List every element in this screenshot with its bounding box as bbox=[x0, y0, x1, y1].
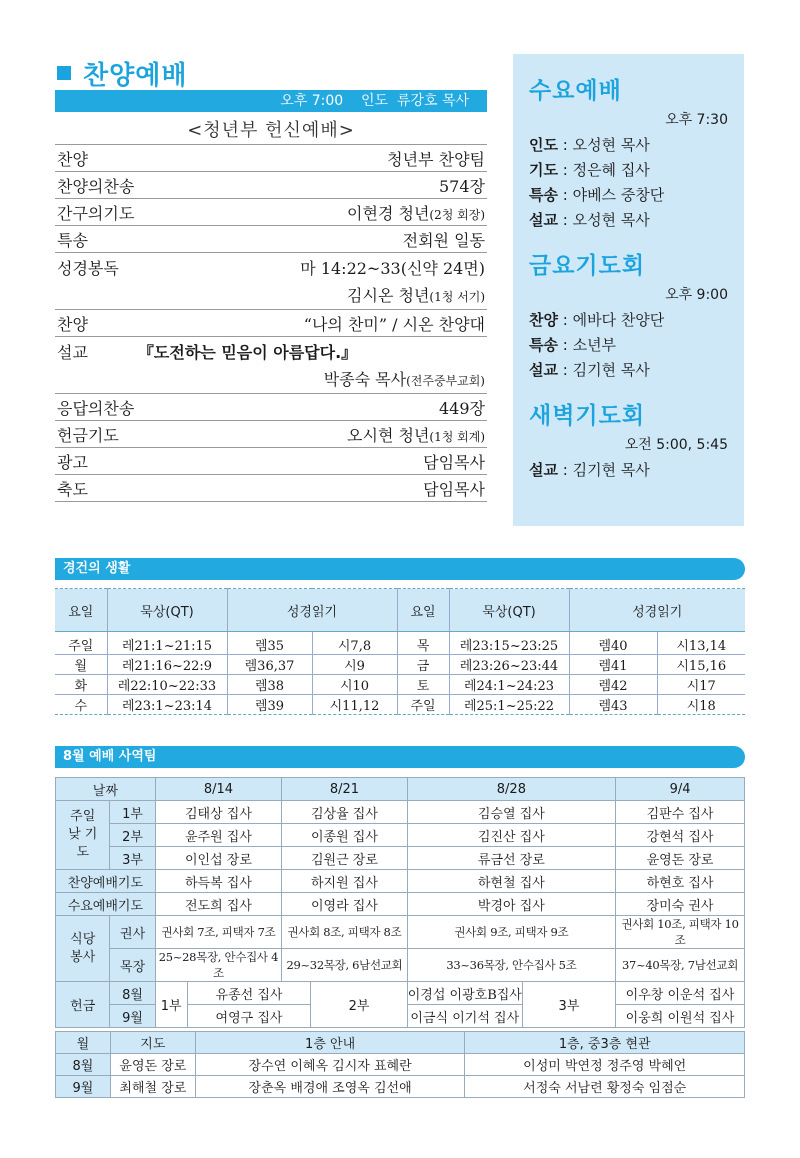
sermon-title: 『도전하는 믿음이 아름답다.』 bbox=[137, 343, 358, 362]
table-row: 3부 이인섭 장로 김원근 장로 류금선 장로 윤영돈 장로 bbox=[56, 847, 745, 870]
friday-title: 금요기도회 bbox=[529, 253, 646, 279]
order-row: 광고 담임목사 bbox=[55, 447, 487, 474]
worship-subtitle: <청년부 헌신예배> bbox=[187, 120, 355, 141]
table-row: 월 레21:16~22:9 렘36,37 시9 금 레23:26~23:44 렘41 시15,16 bbox=[55, 655, 745, 675]
square-bullet-icon bbox=[57, 66, 71, 80]
table-row: 찬양예배기도 하득복 집사 하지원 집사 하현철 집사 하현호 집사 bbox=[56, 870, 745, 893]
dawn-prayer: 새벽기도회 오전 5:00, 5:45 설교 : 김기현 목사 bbox=[513, 383, 744, 483]
order-row: 찬양 “나의 찬미” / 시온 찬양대 bbox=[55, 309, 487, 336]
friday-prayer: 금요기도회 오후 9:00 찬양 : 에바다 찬양단 특송 : 소년부 설교 : 김기현 목사 bbox=[513, 233, 744, 383]
guide-table: 월 지도 1층 안내 1층, 중3층 현관 8월 윤영돈 장로 장수연 이혜옥 김시자 표혜란 이성미 박연정 정주영 박혜언 9월 최해철 장로 장춘옥 배경애 조영옥 김선애 서정숙 서남련 황정숙 임점순 bbox=[55, 1031, 745, 1098]
order-row: 간구의기도 이현경 청년(2청 회장) bbox=[55, 198, 487, 225]
table-row: 2부 윤주원 집사 이종원 집사 김진산 집사 강현석 집사 bbox=[56, 824, 745, 847]
table-row: 수 레23:1~23:14 렘39 시11,12 주일 레25:1~25:22 렘43 시18 bbox=[55, 695, 745, 715]
evening-worship-section bbox=[55, 58, 487, 502]
table-row: 주일 레21:1~21:15 렘35 시7,8 목 레23:15~23:25 렘40 시13,14 bbox=[55, 632, 745, 655]
table-row: 목장 25~28목장, 안수집사 4조 29~32목장, 6남선교회 33~36목장, 안수집사 5조 37~40목장, 7남선교회 bbox=[56, 949, 745, 982]
table-row: 주일낮 기도 1부 김태상 집사 김상율 집사 김승열 집사 김판수 집사 bbox=[56, 801, 745, 824]
devotion-table bbox=[55, 588, 745, 715]
table-row: 화 레22:10~22:33 렘38 시10 토 레24:1~24:23 렘42 시17 bbox=[55, 675, 745, 695]
table-row: 8월 윤영돈 장로 장수연 이혜옥 김시자 표혜란 이성미 박연정 정주영 박혜언 bbox=[56, 1054, 745, 1076]
order-row: 헌금기도 오시현 청년(1청 회계) bbox=[55, 420, 487, 447]
table-row: 9월 최해철 장로 장춘옥 배경애 조영옥 김선애 서정숙 서남련 황정숙 임점순 bbox=[56, 1076, 745, 1098]
wednesday-service: 수요예배 오후 7:30 인도 : 오성현 목사 기도 : 정은혜 집사 특송 : 야베스 중창단 설교 : 오성현 목사 bbox=[513, 54, 744, 233]
dawn-time: 오전 5:00, 5:45 bbox=[624, 437, 728, 453]
friday-time: 오후 9:00 bbox=[665, 287, 728, 303]
worship-time-bar: 오후 7:00 인도 류강호 목사 bbox=[55, 90, 487, 112]
order-row: 응답의찬송 449장 bbox=[55, 393, 487, 420]
table-row: 식당 봉사 권사 권사회 7조, 피택자 7조 권사회 8조, 피택자 8조 권사회 9조, 피택자 9조 권사회 10조, 피택자 10조 bbox=[56, 916, 745, 949]
table-row: 수요예배기도 전도희 집사 이영라 집사 박경아 집사 장미숙 권사 bbox=[56, 893, 745, 916]
order-row: 축도 담임목사 bbox=[55, 474, 487, 502]
order-row: 찬양의찬송 574장 bbox=[55, 171, 487, 198]
servants-table: 날짜 8/14 8/21 8/28 9/4 주일낮 기도 1부 김태상 집사 김상율 집사 김승열 집사 김판수 집사 2부 윤주원 집사 이종원 집사 김진산 집사 강현석 집사 3부 이인섭 장로 김원근 장로 류금선 장로 윤영돈 장로 찬양예배기도 하득복 집사 하지원 집사 하현철 집사 하현호 집사 수요예배기도 전도희 집사 이영라 집사 박경아 집사 장미숙 권사 식당 봉사 권사 권사회 7조, 피택자 7조 권사회 8조, 피택자 8조 권사회 9조, 피택자 9조 권사회 10조, 피택자 10조 목장 25~28목장, 안수집사 4조 29~32목장, 6남선교회 33~36목장, 안수집사 5조 37~40목장, 7남선교회 헌금 8월 1부 유종선 집사 2부 이경섭 이광호B집사 3부 이우창 이운석 집사 9월 여영구 집사 이금식 이기석 집사 이웅희 이원석 집사 bbox=[55, 777, 745, 1028]
wednesday-time: 오후 7:30 bbox=[665, 112, 728, 128]
order-row: 찬양 청년부 찬양팀 bbox=[55, 144, 487, 171]
worship-title: 찬양예배 bbox=[83, 60, 188, 91]
servants-bar: 8월 예배 사역팀 bbox=[55, 746, 745, 768]
order-row: 성경봉독 마 14:22~33(신약 24면) 김시온 청년(1청 서기) bbox=[55, 252, 487, 309]
midweek-services-panel bbox=[513, 54, 744, 526]
dawn-title: 새벽기도회 bbox=[529, 403, 646, 429]
table-row: 헌금 8월 1부 유종선 집사 2부 이경섭 이광호B집사 3부 이우창 이운석 집사 bbox=[56, 982, 745, 1005]
table-row: 9월 여영구 집사 이금식 이기석 집사 이웅희 이원석 집사 bbox=[56, 1005, 745, 1028]
devotion-header: 요일 묵상(QT) 성경읽기 요일 묵상(QT) 성경읽기 bbox=[55, 589, 745, 632]
wednesday-title: 수요예배 bbox=[529, 78, 622, 104]
order-row: 특송 전회원 일동 bbox=[55, 225, 487, 252]
order-row-sermon: 설교 『도전하는 믿음이 아름답다.』 박종숙 목사(전주중부교회) bbox=[55, 336, 487, 393]
worship-title-row bbox=[55, 58, 487, 91]
devotion-bar: 경건의 생활 bbox=[55, 558, 745, 580]
